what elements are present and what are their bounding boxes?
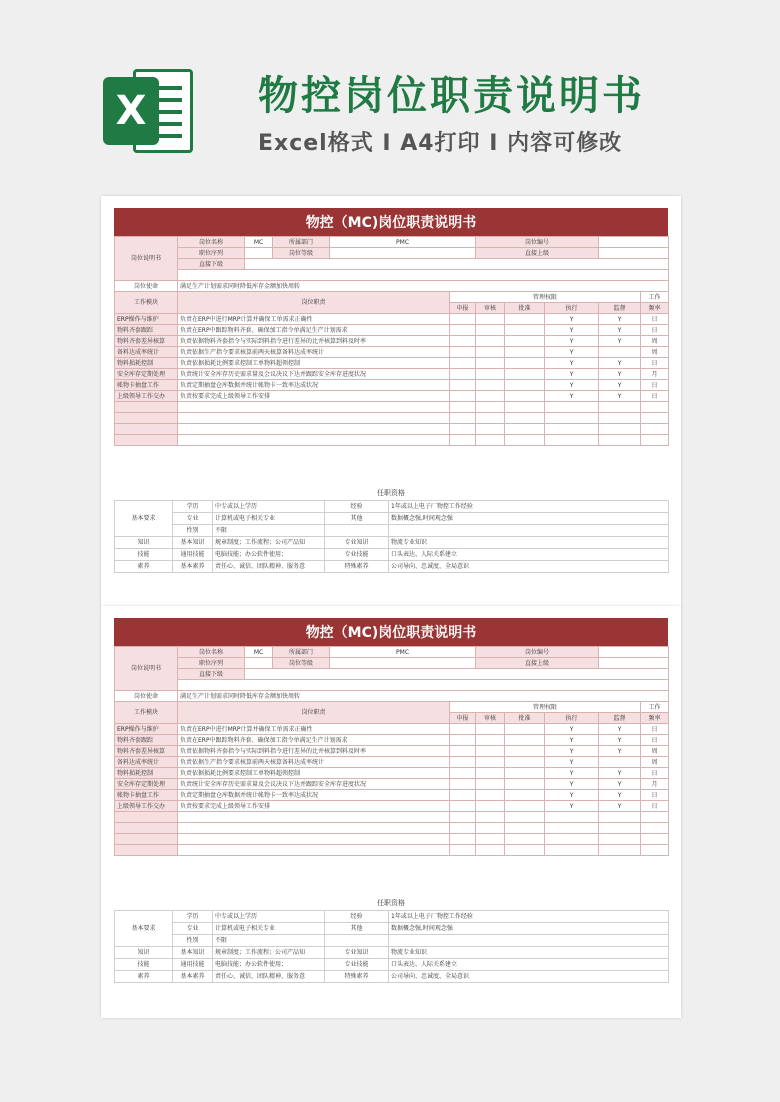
duty-cell [505, 757, 545, 768]
basic-quality-label: 基本素养 [173, 561, 213, 573]
duty-text: 负责依据损耗比例要求控制工单物料超领控制 [178, 358, 450, 369]
duty-frequency: 日 [641, 768, 669, 779]
exp-label: 经验 [325, 501, 389, 513]
sheet-page-1 [101, 196, 681, 608]
duty-row [115, 391, 669, 402]
duty-frequency: 日 [641, 325, 669, 336]
gender-value: 不限 [213, 525, 325, 537]
edu-value: 中专或以上学历 [213, 501, 325, 513]
duty-cell [476, 358, 505, 369]
position-name-label: 岗位名称 [178, 237, 245, 248]
duty-frequency: 日 [641, 314, 669, 325]
duty-cell [476, 757, 505, 768]
gender-value: 不限 [213, 935, 325, 947]
duty-cell [450, 801, 476, 812]
duty-cell [505, 768, 545, 779]
mission-value: 满足生产计划需求同时降低库存金额加快周转 [178, 281, 669, 292]
duty-text: 负责依据损耗比例要求控制工单物料超领控制 [178, 768, 450, 779]
duty-frequency: 日 [641, 724, 669, 735]
grade-label: 岗位等级 [273, 248, 330, 259]
duty-module: 上级领导工作交办 [115, 391, 178, 402]
duty-supervise: Y [599, 768, 641, 779]
other-label: 其他 [325, 923, 389, 935]
duty-cell [450, 790, 476, 801]
duty-text: 负责按要求完成上级领导工作安排 [178, 391, 450, 402]
duty-cell [450, 757, 476, 768]
skill-label: 技能 [115, 959, 173, 971]
duty-cell [476, 724, 505, 735]
duty-module: ERP操作与维护 [115, 314, 178, 325]
department-value: PMC [330, 237, 476, 248]
duty-cell [505, 391, 545, 402]
mission-label: 岗位使命 [115, 691, 178, 702]
position-no-label: 岗位编号 [476, 237, 599, 248]
duty-cell [476, 779, 505, 790]
basic-quality-label: 基本素养 [173, 971, 213, 983]
auth-col-execute: 执行 [545, 713, 599, 724]
duty-supervise [599, 347, 641, 358]
subordinate-label: 直接下级 [178, 669, 245, 680]
duty-frequency: 月 [641, 779, 669, 790]
duty-text: 负责统计安全库存历史需求量及会议决议下达并跟踪安全库存进度状况 [178, 369, 450, 380]
series-label: 职位序列 [178, 658, 245, 669]
duty-supervise: Y [599, 369, 641, 380]
empty-duty-row [115, 845, 669, 856]
empty-duty-row [115, 823, 669, 834]
duty-frequency: 周 [641, 336, 669, 347]
section-label: 岗位说明书 [115, 237, 178, 281]
pro-skill-value: 口头表达、人际关系建立 [389, 959, 669, 971]
series-value [245, 248, 273, 259]
duty-frequency: 日 [641, 380, 669, 391]
department-label: 所属部门 [273, 237, 330, 248]
empty-duty-row [115, 424, 669, 435]
duty-row [115, 325, 669, 336]
duty-row [115, 724, 669, 735]
duty-supervise: Y [599, 336, 641, 347]
authority-header: 管理权限 [450, 292, 641, 303]
empty-duty-row [115, 413, 669, 424]
duty-cell [505, 746, 545, 757]
position-no-label: 岗位编号 [476, 647, 599, 658]
duty-cell [505, 380, 545, 391]
duty-execute: Y [545, 358, 599, 369]
duty-module: 物料损耗控制 [115, 358, 178, 369]
duty-execute: Y [545, 746, 599, 757]
pro-knowledge-label: 专业知识 [325, 947, 389, 959]
subordinate-label: 直接下级 [178, 259, 245, 270]
duty-cell [476, 314, 505, 325]
duty-frequency: 周 [641, 757, 669, 768]
duty-supervise: Y [599, 380, 641, 391]
auth-col-approve: 批准 [505, 303, 545, 314]
duty-execute: Y [545, 380, 599, 391]
duty-execute: Y [545, 779, 599, 790]
duty-execute: Y [545, 314, 599, 325]
duty-supervise: Y [599, 391, 641, 402]
duty-row [115, 768, 669, 779]
series-label: 职位序列 [178, 248, 245, 259]
qualifications [114, 486, 668, 573]
blank-row [178, 270, 669, 281]
empty-duty-row [115, 435, 669, 446]
duty-cell [450, 724, 476, 735]
authority-header: 管理权限 [450, 702, 641, 713]
other-value: 数据概念强,时间观念强 [389, 513, 669, 525]
duty-execute: Y [545, 735, 599, 746]
pro-knowledge-value: 物流专业知识 [389, 947, 669, 959]
duty-supervise: Y [599, 790, 641, 801]
blank-row [178, 680, 669, 691]
duty-module: 物料齐套差异核算 [115, 746, 178, 757]
basic-knowledge-label: 基本知识 [173, 537, 213, 549]
module-header: 工作模块 [115, 292, 178, 314]
qualifications [114, 896, 668, 983]
edu-label: 学历 [173, 911, 213, 923]
duty-module: 备料达成率统计 [115, 347, 178, 358]
job-form-table [114, 646, 669, 856]
qualification-table [114, 500, 669, 573]
superior-value [599, 658, 669, 669]
duty-execute: Y [545, 391, 599, 402]
series-value [245, 658, 273, 669]
auth-col-apply: 申报 [450, 713, 476, 724]
duty-row [115, 757, 669, 768]
general-skill-value: 电脑技能；办公软件使用； [213, 549, 325, 561]
duty-execute: Y [545, 801, 599, 812]
work-header: 工作 [641, 702, 669, 713]
duty-text: 负责依据生产指令要求核算前两天核算备料达成率统计 [178, 347, 450, 358]
duty-supervise: Y [599, 325, 641, 336]
special-quality-label: 特殊素养 [325, 971, 389, 983]
duty-module: 物料损耗控制 [115, 768, 178, 779]
general-skill-label: 通用技能 [173, 959, 213, 971]
duty-cell [450, 779, 476, 790]
gender-label: 性别 [173, 525, 213, 537]
exp-value: 1年或以上电子厂物控工作经验 [389, 911, 669, 923]
empty-duty-row [115, 402, 669, 413]
mission-label: 岗位使命 [115, 281, 178, 292]
duty-row [115, 801, 669, 812]
duty-supervise: Y [599, 724, 641, 735]
other-value: 数据概念强,时间观念强 [389, 923, 669, 935]
duty-module: 帐物卡抽盘工作 [115, 790, 178, 801]
duty-frequency: 日 [641, 790, 669, 801]
superior-label: 直接上级 [476, 658, 599, 669]
grade-label: 岗位等级 [273, 658, 330, 669]
work-header: 工作 [641, 292, 669, 303]
page-title: 物控岗位职责说明书 [258, 73, 645, 119]
module-header: 工作模块 [115, 702, 178, 724]
duty-supervise: Y [599, 779, 641, 790]
duty-row [115, 369, 669, 380]
duty-module: 物料齐套跟踪 [115, 325, 178, 336]
sheet-page-2 [101, 606, 681, 1018]
department-value: PMC [330, 647, 476, 658]
duty-cell [476, 369, 505, 380]
auth-col-execute: 执行 [545, 303, 599, 314]
skill-label: 技能 [115, 549, 173, 561]
duty-row [115, 380, 669, 391]
duty-cell [505, 358, 545, 369]
subordinate-value [245, 669, 669, 680]
duty-text: 负责定期抽盘仓库数据并统计帐物卡一致率达成状况 [178, 380, 450, 391]
qualification-title: 任职资格 [377, 489, 405, 497]
major-value: 计算机或电子相关专业 [213, 513, 325, 525]
auth-col-review: 审核 [476, 303, 505, 314]
duty-frequency: 日 [641, 391, 669, 402]
duty-cell [450, 768, 476, 779]
duty-text: 负责在ERP中进行MRP计算并确保工单需求正确性 [178, 314, 450, 325]
duty-module: 备料达成率统计 [115, 757, 178, 768]
duty-cell [476, 347, 505, 358]
page-subtitle: Excel格式 I A4打印 I 内容可修改 [258, 131, 623, 156]
grade-value [330, 248, 476, 259]
duty-cell [450, 391, 476, 402]
duty-cell [450, 746, 476, 757]
duty-cell [505, 347, 545, 358]
duty-execute: Y [545, 325, 599, 336]
grade-value [330, 658, 476, 669]
duty-cell [476, 391, 505, 402]
pro-skill-value: 口头表达、人际关系建立 [389, 549, 669, 561]
duty-text: 负责按要求完成上级领导工作安排 [178, 801, 450, 812]
duty-supervise: Y [599, 735, 641, 746]
sheet-title: 物控（MC)岗位职责说明书 [114, 618, 668, 646]
duty-row [115, 358, 669, 369]
freq-header: 频率 [641, 713, 669, 724]
duty-cell [505, 735, 545, 746]
duty-frequency: 周 [641, 347, 669, 358]
qualification-title: 任职资格 [377, 899, 405, 907]
freq-header: 频率 [641, 303, 669, 314]
duty-cell [476, 768, 505, 779]
duty-text: 负责在ERP中跟踪物料齐套、确保加工指令单满足生产计划需求 [178, 325, 450, 336]
duty-cell [476, 801, 505, 812]
position-name-label: 岗位名称 [178, 647, 245, 658]
duty-cell [505, 724, 545, 735]
department-label: 所属部门 [273, 647, 330, 658]
major-value: 计算机或电子相关专业 [213, 923, 325, 935]
pro-skill-label: 专业技能 [325, 959, 389, 971]
duty-text: 负责依据生产指令要求核算前两天核算备料达成率统计 [178, 757, 450, 768]
auth-col-supervise: 监督 [599, 713, 641, 724]
job-form-table [114, 236, 669, 446]
other-label: 其他 [325, 513, 389, 525]
major-label: 专业 [173, 923, 213, 935]
duty-cell [476, 380, 505, 391]
duty-cell [450, 347, 476, 358]
general-skill-value: 电脑技能；办公软件使用； [213, 959, 325, 971]
subordinate-value [245, 259, 669, 270]
duty-supervise: Y [599, 314, 641, 325]
quality-label: 素养 [115, 971, 173, 983]
duty-frequency: 日 [641, 801, 669, 812]
duty-cell [505, 325, 545, 336]
excel-letter: X [103, 77, 159, 145]
duty-cell [505, 790, 545, 801]
duty-cell [450, 369, 476, 380]
duty-supervise [599, 757, 641, 768]
major-label: 专业 [173, 513, 213, 525]
duty-cell [450, 314, 476, 325]
duty-cell [476, 746, 505, 757]
duty-text: 负责依据物料齐套指令与实际到料指令进行差异的比并核算到料及时率 [178, 746, 450, 757]
duty-cell [450, 380, 476, 391]
basic-quality-value: 责任心、诚信、团队精神、服务意 [213, 561, 325, 573]
gender-label: 性别 [173, 935, 213, 947]
sheet-title: 物控（MC)岗位职责说明书 [114, 208, 668, 236]
duty-row [115, 790, 669, 801]
duty-execute: Y [545, 369, 599, 380]
auth-col-approve: 批准 [505, 713, 545, 724]
duty-frequency: 日 [641, 735, 669, 746]
empty-duty-row [115, 812, 669, 823]
duty-supervise: Y [599, 801, 641, 812]
duty-module: ERP操作与维护 [115, 724, 178, 735]
duty-row [115, 779, 669, 790]
special-quality-label: 特殊素养 [325, 561, 389, 573]
auth-col-review: 审核 [476, 713, 505, 724]
duty-execute: Y [545, 757, 599, 768]
edu-value: 中专或以上学历 [213, 911, 325, 923]
basic-req-label: 基本要求 [115, 501, 173, 537]
duty-text: 负责定期抽盘仓库数据并统计帐物卡一致率达成状况 [178, 790, 450, 801]
empty-duty-row [115, 834, 669, 845]
duty-header: 岗位职责 [178, 702, 450, 724]
duty-cell [476, 325, 505, 336]
excel-icon [103, 63, 195, 159]
duty-execute: Y [545, 768, 599, 779]
duty-supervise: Y [599, 746, 641, 757]
quality-label: 素养 [115, 561, 173, 573]
duty-cell [505, 314, 545, 325]
duty-cell [505, 779, 545, 790]
exp-label: 经验 [325, 911, 389, 923]
qualification-table [114, 910, 669, 983]
position-no-value [599, 647, 669, 658]
duty-cell [476, 336, 505, 347]
duty-execute: Y [545, 347, 599, 358]
special-quality-value: 公司导向、忠诚度、全局意识 [389, 971, 669, 983]
pro-knowledge-value: 物流专业知识 [389, 537, 669, 549]
duty-module: 帐物卡抽盘工作 [115, 380, 178, 391]
exp-value: 1年或以上电子厂物控工作经验 [389, 501, 669, 513]
duty-cell [505, 369, 545, 380]
duty-row [115, 735, 669, 746]
basic-quality-value: 责任心、诚信、团队精神、服务意 [213, 971, 325, 983]
section-label: 岗位说明书 [115, 647, 178, 691]
auth-col-supervise: 监督 [599, 303, 641, 314]
position-no-value [599, 237, 669, 248]
duty-module: 安全库存定期处理 [115, 369, 178, 380]
duty-row [115, 314, 669, 325]
duty-execute: Y [545, 724, 599, 735]
duty-module: 物料齐套差异核算 [115, 336, 178, 347]
duty-supervise: Y [599, 358, 641, 369]
duty-module: 上级领导工作交办 [115, 801, 178, 812]
pro-knowledge-label: 专业知识 [325, 537, 389, 549]
mission-value: 满足生产计划需求同时降低库存金额加快周转 [178, 691, 669, 702]
duty-text: 负责依据物料齐套指令与实际到料指令进行差异的比并核算到料及时率 [178, 336, 450, 347]
superior-value [599, 248, 669, 259]
duty-row [115, 746, 669, 757]
duty-header: 岗位职责 [178, 292, 450, 314]
duty-frequency: 月 [641, 369, 669, 380]
basic-knowledge-value: 规章制度；工作流程；公司产品知 [213, 537, 325, 549]
special-quality-value: 公司导向、忠诚度、全局意识 [389, 561, 669, 573]
position-name-value: MC [245, 647, 273, 658]
duty-module: 安全库存定期处理 [115, 779, 178, 790]
edu-label: 学历 [173, 501, 213, 513]
duty-execute: Y [545, 336, 599, 347]
superior-label: 直接上级 [476, 248, 599, 259]
auth-col-apply: 申报 [450, 303, 476, 314]
basic-knowledge-value: 规章制度；工作流程；公司产品知 [213, 947, 325, 959]
knowledge-label: 知识 [115, 537, 173, 549]
duty-row [115, 347, 669, 358]
duty-text: 负责在ERP中跟踪物料齐套、确保加工指令单满足生产计划需求 [178, 735, 450, 746]
duty-text: 负责在ERP中进行MRP计算并确保工单需求正确性 [178, 724, 450, 735]
knowledge-label: 知识 [115, 947, 173, 959]
duty-cell [450, 336, 476, 347]
duty-text: 负责统计安全库存历史需求量及会议决议下达并跟踪安全库存进度状况 [178, 779, 450, 790]
duty-cell [450, 735, 476, 746]
general-skill-label: 通用技能 [173, 549, 213, 561]
basic-req-label: 基本要求 [115, 911, 173, 947]
duty-frequency: 周 [641, 746, 669, 757]
duty-cell [450, 325, 476, 336]
duty-cell [476, 735, 505, 746]
duty-cell [505, 336, 545, 347]
basic-knowledge-label: 基本知识 [173, 947, 213, 959]
duty-row [115, 336, 669, 347]
duty-module: 物料齐套跟踪 [115, 735, 178, 746]
pro-skill-label: 专业技能 [325, 549, 389, 561]
duty-cell [505, 801, 545, 812]
duty-execute: Y [545, 790, 599, 801]
position-name-value: MC [245, 237, 273, 248]
duty-cell [476, 790, 505, 801]
duty-frequency: 日 [641, 358, 669, 369]
duty-cell [450, 358, 476, 369]
header [0, 0, 780, 190]
